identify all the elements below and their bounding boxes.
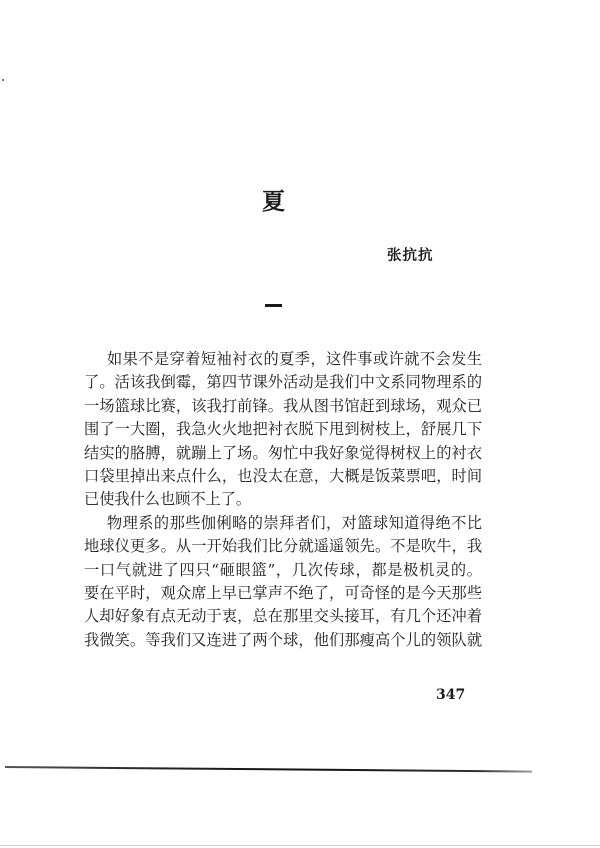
story-title: 夏 — [262, 188, 285, 215]
text-line: 要在平时，观众席上早已掌声不绝了，可奇怪的是今天那些 — [84, 583, 482, 602]
text-line: 人却好象有点无动于衷，总在那里交头接耳，有几个还冲着 — [84, 607, 482, 626]
text-line: 一口气就进了四只“砸眼篮”，几次传球，都是极机灵的。 — [84, 560, 482, 579]
scan-rule-line — [5, 766, 532, 773]
text-line: 已使我什么也顾不上了。 — [84, 490, 252, 509]
text-line: 一场篮球比赛，该我打前锋。我从图书馆赶到球场，观众已 — [84, 396, 482, 415]
text-line: 围了一大圈，我急火火地把衬衣脱下甩到树枝上，舒展几下 — [84, 420, 482, 439]
paragraph-2 — [84, 512, 482, 652]
text-line: 了。活该我倒霉，第四节课外活动是我们中文系同物理系的 — [84, 373, 482, 392]
text-line: 结实的胳膊，就蹦上了场。匆忙中我好象觉得树杈上的衬衣 — [84, 443, 482, 462]
text-line: 口袋里掉出来点什么，也没太在意，大概是饭菜票吧，时间 — [84, 466, 482, 485]
scan-speck — [2, 79, 4, 81]
page-bottom-edge — [0, 845, 600, 846]
text-line: 如果不是穿着短袖衬衣的夏季，这件事或许就不会发生 — [107, 350, 482, 368]
text-line: 我微笑。等我们又连进了两个球，他们那瘦高个儿的领队就 — [84, 630, 482, 649]
page-number: 347 — [436, 687, 466, 703]
body-text — [84, 348, 482, 652]
text-line: 物理系的那些伽俐略的崇拜者们，对篮球知道得绝不比 — [107, 513, 482, 532]
text-line: 地球仪更多。从一开始我们比分就遥遥领先。不是吹牛，我 — [84, 537, 482, 556]
section-number-one — [265, 304, 282, 307]
paragraph-1 — [84, 348, 482, 512]
author-name: 张抗抗 — [387, 247, 434, 264]
